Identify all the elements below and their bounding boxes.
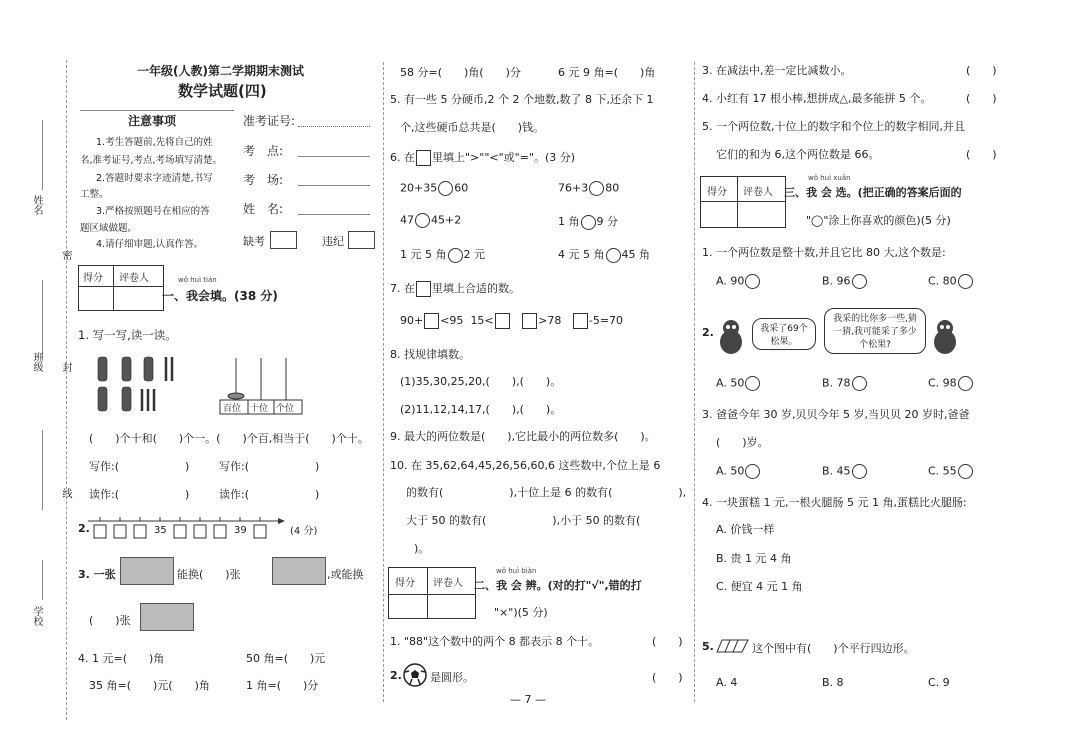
option-circle[interactable] bbox=[745, 274, 760, 289]
school-label: 学校 bbox=[31, 606, 42, 626]
q2-points: (4 分) bbox=[290, 526, 318, 537]
score-label: 得分 bbox=[707, 187, 727, 198]
exam-number-field[interactable] bbox=[298, 126, 370, 127]
banknote-50-icon bbox=[140, 603, 194, 631]
q10-text: 10. 在 35,62,64,45,26,56,60,6 这些数中,个位上是 6 bbox=[390, 459, 661, 472]
q8-line-1: (1)35,30,25,20,( ),( )。 bbox=[400, 375, 562, 388]
q3-text-d: ( )张 bbox=[89, 614, 131, 627]
choice-5-a[interactable]: A. 4 bbox=[716, 676, 738, 689]
notice-line: 工整。 bbox=[80, 189, 109, 200]
q6-item-3: 47 45+2 bbox=[400, 213, 462, 227]
notice-line: 3.严格按照题号在相应的答 bbox=[96, 206, 210, 217]
q6-item-5: 1 元 5 角 2 元 bbox=[400, 248, 485, 261]
judge-4-answer[interactable]: ( ) bbox=[966, 92, 997, 105]
q4-a: 4. 1 元=( )角 bbox=[78, 652, 165, 665]
choice-4: 4. 一块蛋糕 1 元,一根火腿肠 5 元 1 角,蛋糕比火腿肠: bbox=[702, 496, 967, 509]
q4-c: 35 角=( )元( )角 bbox=[89, 679, 210, 692]
binding-fold-line bbox=[66, 60, 67, 720]
violation-box[interactable] bbox=[348, 231, 375, 249]
section2-title-2: "×")(5 分) bbox=[494, 606, 548, 619]
q6-item-1: 20+35 60 bbox=[400, 181, 469, 195]
choice-4-b[interactable]: B. 贵 1 元 4 角 bbox=[716, 552, 792, 565]
q4-f: 6 元 9 角=( )角 bbox=[558, 66, 656, 79]
violation-label: 违纪 bbox=[322, 235, 344, 248]
grader-label: 评卷人 bbox=[743, 187, 773, 198]
q5-text-2: 个,这些硬币总共是( )钱。 bbox=[400, 121, 545, 134]
grader-label: 评卷人 bbox=[433, 578, 463, 589]
q2-value-39: 39 bbox=[234, 525, 247, 536]
judge-2: 是圆形。 bbox=[430, 671, 474, 684]
notice-line: 题区域做题。 bbox=[80, 223, 138, 234]
judge-5-text-2: 它们的和为 6,这个两位数是 66。 bbox=[716, 148, 880, 161]
answer-box[interactable] bbox=[522, 313, 537, 329]
q10-text-2: 的数有( ),十位上是 6 的数有( ), bbox=[406, 486, 687, 499]
column-divider bbox=[383, 62, 384, 702]
speech-bubble-1: 我采了69个松果。 bbox=[752, 318, 816, 350]
q9-text: 9. 最大的两位数是( ),它比最小的两位数多( )。 bbox=[390, 430, 656, 443]
judge-3: 3. 在减法中,差一定比减数小。 bbox=[702, 64, 852, 77]
choice-2-b: B. 78 bbox=[822, 376, 868, 391]
compare-circle[interactable] bbox=[581, 215, 596, 230]
abacus-label-hundreds: 百位 bbox=[223, 404, 242, 414]
q6-item-4: 1 角 9 分 bbox=[558, 215, 618, 228]
judge-3-answer[interactable]: ( ) bbox=[966, 64, 997, 77]
notice-line: 名,准考证号,考点,考场填写清楚。 bbox=[80, 155, 223, 166]
name-label-field: 姓 名: bbox=[243, 202, 284, 216]
fill-box-icon bbox=[416, 281, 431, 297]
number-line bbox=[88, 514, 288, 544]
notice-title: 注意事项 bbox=[128, 114, 177, 128]
q4-d: 1 角=( )分 bbox=[246, 679, 319, 692]
judge-5: 5. 一个两位数,十位上的数字和个位上的数字相同,并且 bbox=[702, 120, 965, 133]
absent-label: 缺考 bbox=[243, 235, 265, 248]
choice-3-a: A. 50 bbox=[716, 464, 761, 479]
choice-2-c: C. 98 bbox=[928, 376, 974, 391]
option-circle[interactable] bbox=[958, 376, 973, 391]
option-circle[interactable] bbox=[852, 376, 867, 391]
abacus-label-ones: 个位 bbox=[276, 404, 295, 414]
grader-label: 评卷人 bbox=[119, 273, 149, 284]
score-label: 得分 bbox=[395, 578, 415, 589]
choice-3: 3. 爸爸今年 30 岁,贝贝今年 5 岁,当贝贝 20 岁时,爸爸 bbox=[702, 408, 970, 421]
q1-write-1: 写作:( ) bbox=[89, 460, 190, 473]
banknote-100-icon bbox=[120, 557, 174, 585]
q1-read-1: 读作:( ) bbox=[89, 488, 190, 501]
choice-5-number: 5. bbox=[702, 640, 714, 653]
exam-subtitle: 数学试题(四) bbox=[178, 82, 267, 100]
choice-3-text-2: ( )岁。 bbox=[716, 436, 769, 449]
q10-text-3: 大于 50 的数有( ),小于 50 的数有( bbox=[406, 514, 641, 527]
q5-text: 5. 有一些 5 分硬币,2 个 2 个地数,数了 8 下,还余下 1 bbox=[390, 93, 654, 106]
section3-pinyin: wǒ huì xuǎn bbox=[808, 174, 851, 182]
judge-2-number: 2. bbox=[390, 669, 402, 682]
section3-title: 三、我 会 选。(把正确的答案后面的 bbox=[784, 186, 962, 199]
judge-1-answer[interactable]: ( ) bbox=[652, 635, 683, 648]
choice-1-c: C. 80 bbox=[928, 274, 974, 289]
binding-rule bbox=[42, 430, 43, 510]
score-table bbox=[700, 176, 786, 228]
section2-pinyin: wǒ huì biàn bbox=[496, 567, 537, 575]
q7-items: 90+ <95 15< >78 -5=70 bbox=[400, 314, 624, 327]
answer-box[interactable] bbox=[495, 313, 510, 329]
seal-feng: 封 bbox=[60, 362, 71, 372]
compare-circle[interactable] bbox=[448, 248, 463, 263]
choice-1-a: A. 90 bbox=[716, 274, 761, 289]
option-circle[interactable] bbox=[852, 274, 867, 289]
option-circle[interactable] bbox=[745, 464, 760, 479]
section2-title: 二、我 会 辨。(对的打"√",错的打 bbox=[474, 579, 642, 592]
q8-line-2: (2)11,12,14,17,( ),( )。 bbox=[400, 403, 562, 416]
q6-item-2: 76+3 80 bbox=[558, 181, 620, 195]
choice-3-b: B. 45 bbox=[822, 464, 868, 479]
notice-line: 1.考生答题前,先将自己的姓 bbox=[96, 137, 213, 148]
choice-4-c[interactable]: C. 便宜 4 元 1 角 bbox=[716, 580, 803, 593]
choice-1: 1. 一个两位数是整十数,并且它比 80 大,这个数是: bbox=[702, 246, 946, 259]
q6-item-6: 4 元 5 角 45 角 bbox=[558, 248, 650, 261]
class-label: 班级 bbox=[31, 352, 42, 372]
choice-1-b: B. 96 bbox=[822, 274, 868, 289]
choice-5-c[interactable]: C. 9 bbox=[928, 676, 950, 689]
choice-2-number: 2. bbox=[702, 326, 714, 339]
exam-title: 一年级(人教)第二学期期末测试 bbox=[137, 64, 304, 78]
q8-text: 8. 找规律填数。 bbox=[390, 348, 470, 361]
seal-mi: 密 bbox=[60, 250, 71, 260]
binding-rule bbox=[42, 280, 43, 360]
choice-5-b[interactable]: B. 8 bbox=[822, 676, 844, 689]
q6-text: 6. 在 里填上">""<"或"="。(3 分) bbox=[390, 151, 576, 164]
binding-rule bbox=[42, 120, 43, 190]
q3-text-a: 3. 一张 bbox=[78, 568, 116, 581]
parallelogram-figure bbox=[716, 638, 750, 654]
q4-b: 50 角=( )元 bbox=[246, 652, 326, 665]
q7-text: 7. 在 里填上合适的数。 bbox=[390, 282, 520, 295]
section3-title-2: "◯"涂上你喜欢的颜色)(5 分) bbox=[806, 214, 951, 227]
notice-rule bbox=[80, 110, 234, 111]
option-circle[interactable] bbox=[958, 274, 973, 289]
score-table bbox=[388, 567, 476, 619]
section1-title: 一、我会填。(38 分) bbox=[162, 289, 278, 303]
q1-prompt: 1. 写一写,读一读。 bbox=[78, 328, 177, 342]
choice-2-a: A. 50 bbox=[716, 376, 761, 391]
answer-box[interactable] bbox=[573, 313, 588, 329]
site-label: 考 点: bbox=[243, 144, 284, 158]
q3-text-c: ,或能换 bbox=[327, 568, 364, 581]
choice-5: 这个图中有( )个平行四边形。 bbox=[752, 642, 915, 655]
absent-box[interactable] bbox=[270, 231, 297, 249]
option-circle[interactable] bbox=[852, 464, 867, 479]
compare-circle[interactable] bbox=[438, 181, 453, 196]
section1-pinyin: wǒ huì tián bbox=[178, 276, 217, 284]
q10-text-4: )。 bbox=[414, 542, 430, 555]
speech-bubble-2: 我采的比你多一些,猜一猜,我可能采了多少个松果? bbox=[824, 308, 926, 354]
q2-value-35: 35 bbox=[154, 525, 167, 536]
q1-write-2: 写作:( ) bbox=[219, 460, 320, 473]
notice-line: 4.请仔细审题,认真作答。 bbox=[96, 239, 204, 250]
name-label: 姓名 bbox=[31, 195, 42, 215]
q1-blanks: ( )个十和( )个一。( )个百,相当于( )个十。 bbox=[89, 432, 369, 445]
squirrel-icon bbox=[714, 316, 748, 356]
judge-5-answer[interactable]: ( ) bbox=[966, 148, 997, 161]
compare-circle[interactable] bbox=[415, 213, 430, 228]
compare-circle[interactable] bbox=[606, 248, 621, 263]
choice-4-a[interactable]: A. 价钱一样 bbox=[716, 523, 775, 536]
score-label: 得分 bbox=[83, 273, 103, 284]
fill-box-icon bbox=[416, 150, 431, 166]
counting-sticks-image bbox=[92, 355, 184, 415]
score-table bbox=[78, 265, 164, 311]
compare-circle[interactable] bbox=[589, 181, 604, 196]
seal-xian: 线 bbox=[60, 488, 71, 498]
site-field[interactable] bbox=[298, 156, 370, 157]
q1-read-2: 读作:( ) bbox=[219, 488, 320, 501]
option-circle[interactable] bbox=[745, 376, 760, 391]
banknote-10-icon bbox=[272, 557, 326, 585]
q4-e: 58 分=( )角( )分 bbox=[400, 66, 521, 79]
judge-4: 4. 小红有 17 根小棒,想拼成△,最多能拼 5 个。 bbox=[702, 92, 932, 105]
notice-line: 2.答题时要求字迹清楚,书写 bbox=[96, 173, 213, 184]
option-circle[interactable] bbox=[958, 464, 973, 479]
squirrel-icon bbox=[928, 316, 962, 356]
room-label: 考 场: bbox=[243, 173, 284, 187]
soccer-ball-icon bbox=[402, 662, 428, 688]
exam-number-label: 准考证号: bbox=[243, 114, 296, 128]
abacus-label-tens: 十位 bbox=[250, 404, 269, 414]
q2-number: 2. bbox=[78, 522, 90, 535]
room-field[interactable] bbox=[298, 185, 370, 186]
answer-box[interactable] bbox=[424, 313, 439, 329]
q3-text-b: 能换( )张 bbox=[177, 568, 241, 581]
page-number: — 7 — bbox=[510, 693, 546, 706]
name-field[interactable] bbox=[298, 214, 370, 215]
judge-2-answer[interactable]: ( ) bbox=[652, 671, 683, 684]
column-divider bbox=[694, 62, 695, 702]
judge-1: 1. "88"这个数中的两个 8 都表示 8 个十。 bbox=[390, 635, 600, 648]
choice-3-c: C. 55 bbox=[928, 464, 974, 479]
binding-rule bbox=[42, 560, 43, 600]
